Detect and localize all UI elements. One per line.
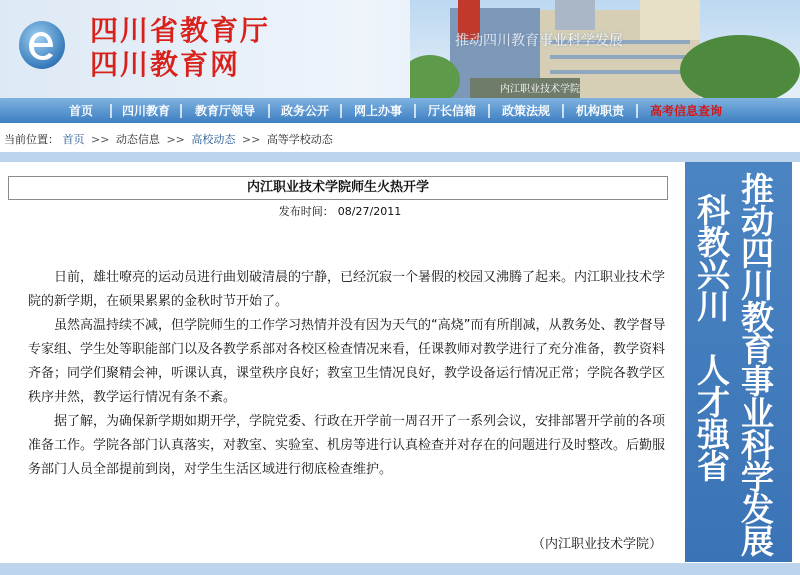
breadcrumb-news[interactable]: 动态信息 bbox=[115, 133, 160, 146]
site-header bbox=[0, 0, 800, 98]
site-title bbox=[90, 14, 270, 82]
main-nav bbox=[0, 98, 800, 123]
logo-e-icon bbox=[18, 20, 66, 70]
article-paragraph: 虽然高温持续不减，但学院师生的工作学习热情并没有因为天气的“高烧”而有所削减，从教务处、教学督导专家组、学生处等职能部门以及各教学系部对各校区检查情况来看，任课教师对教学进行了充分准备，教学资料齐备；同学们聚精会神，听课认真，课堂秩序良好；教室卫生情况良好，教学设备运行情况正常；学院各教学区秩序井然，教学运行情况有条不紊。 bbox=[28, 318, 666, 405]
nav-item-director-mailbox[interactable]: 厅长信箱 bbox=[427, 104, 476, 118]
nav-item-leaders[interactable]: 教育厅领导 bbox=[194, 104, 255, 118]
bottom-divider-bar bbox=[0, 563, 800, 575]
nav-item-policies[interactable]: 政策法规 bbox=[501, 104, 550, 118]
side-slogan-left: 科教兴川 人才强省 bbox=[692, 193, 731, 481]
breadcrumb-prefix: 当前位置： bbox=[4, 133, 59, 146]
publish-time-value: 08/27/2011 bbox=[337, 205, 402, 218]
nav-item-organization[interactable]: 机构职责 bbox=[575, 104, 624, 118]
nav-item-home[interactable]: 首页 bbox=[68, 104, 93, 118]
nav-item-gaokao-query[interactable]: 高考信息查询 bbox=[649, 104, 722, 118]
nav-item-sichuan-education[interactable]: 四川教育 bbox=[121, 104, 170, 118]
breadcrumb-separator: >> bbox=[166, 133, 185, 146]
top-divider-bar bbox=[0, 152, 800, 162]
site-title-line2: 四川教育网 bbox=[90, 48, 241, 81]
article-paragraph: 据了解，为确保新学期如期开学，学院党委、行政在开学前一周召开了一系列会议，安排部署开学前的各项准备工作。学院各部门认真落实，对教室、实验室、机房等进行认真检查并对存在的问题进行及时整改。后勤服务部门人员全部提前到岗，对学生生活区域进行彻底检查维护。 bbox=[28, 414, 666, 477]
article-title: 内江职业技术学院师生火热开学 bbox=[8, 176, 668, 200]
breadcrumb-current: 高等学校动态 bbox=[266, 133, 333, 146]
breadcrumb-separator: >> bbox=[241, 133, 261, 146]
publish-time bbox=[0, 203, 676, 219]
nav-item-gov-affairs[interactable]: 政务公开 bbox=[280, 104, 329, 118]
breadcrumb-home[interactable]: 首页 bbox=[62, 133, 85, 146]
breadcrumb-university-news[interactable]: 高校动态 bbox=[191, 133, 236, 146]
breadcrumb bbox=[4, 131, 333, 147]
article-signature: （内江职业技术学院） bbox=[531, 537, 662, 552]
banner-caption: 推动四川教育事业科学发展 bbox=[455, 33, 623, 49]
article-body bbox=[28, 266, 668, 482]
banner-sign-text: 内江职业技术学院 bbox=[500, 84, 580, 95]
article-paragraph: 日前，雄壮嘹亮的运动员进行曲划破清晨的宁静，已经沉寂一个暑假的校园又沸腾了起来。内江职业技术学院的新学期，在硕果累累的金秋时节开始了。 bbox=[28, 270, 666, 309]
publish-time-label: 发布时间： bbox=[278, 205, 334, 218]
side-slogan-right: 推动四川教育事业科学发展 bbox=[736, 172, 775, 556]
breadcrumb-separator: >> bbox=[91, 133, 110, 146]
nav-item-online-services[interactable]: 网上办事 bbox=[353, 104, 402, 118]
site-title-line1: 四川省教育厅 bbox=[90, 14, 271, 47]
